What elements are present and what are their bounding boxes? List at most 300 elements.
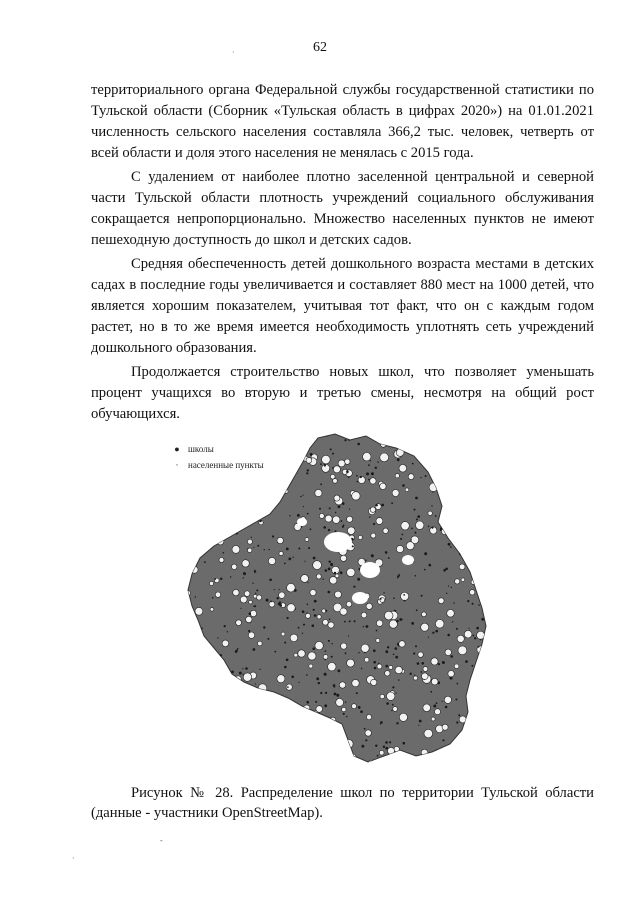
school-marker [335,732,339,736]
settlement-marker [256,589,258,591]
school-marker [376,639,380,643]
settlement-marker [392,686,394,688]
settlement-marker [286,548,289,551]
settlement-marker [277,597,279,599]
settlement-marker [394,436,396,438]
scan-speck: - [160,836,163,845]
settlement-marker [412,439,414,441]
settlement-marker [371,472,374,475]
school-marker [347,516,353,522]
school-marker [284,724,289,729]
sparse-area [352,592,368,604]
settlement-marker [449,747,452,750]
settlement-marker [305,561,306,562]
school-marker [260,698,267,705]
settlement-marker [420,671,422,673]
settlement-marker [415,645,417,647]
settlement-marker [249,612,252,615]
settlement-marker [445,489,447,491]
settlement-marker [264,549,265,550]
settlement-marker [312,624,315,627]
school-marker [247,539,252,544]
school-marker [335,574,339,578]
school-marker [220,516,224,520]
settlement-marker [329,507,331,509]
settlement-marker [244,483,246,485]
school-marker [281,465,286,470]
school-marker [396,545,403,552]
school-marker [315,489,322,496]
settlement-marker [226,720,228,722]
school-marker [219,558,224,563]
map-image [170,430,495,770]
settlement-marker [303,624,305,626]
school-marker [179,683,185,689]
settlement-marker [268,700,271,703]
settlement-marker [298,548,300,550]
settlement-marker [326,734,327,735]
settlement-marker [300,496,301,497]
settlement-marker [414,532,416,534]
school-marker [250,610,256,616]
settlement-marker [471,665,473,667]
settlement-marker [196,517,198,519]
settlement-marker [442,701,443,702]
settlement-marker [424,552,427,555]
school-marker [240,596,247,603]
settlement-marker [181,618,184,621]
settlement-marker [287,617,289,619]
school-marker [248,632,254,638]
school-marker [279,551,283,555]
settlement-marker [254,605,256,607]
settlement-marker [185,544,187,546]
school-marker [345,740,354,749]
settlement-marker [288,558,291,561]
settlement-marker [338,505,341,508]
settlement-marker [318,722,320,724]
settlement-marker [231,671,234,674]
settlement-marker [267,638,269,640]
settlement-marker [343,713,345,715]
settlement-marker [366,625,369,628]
settlement-marker [453,602,454,603]
settlement-marker [331,744,333,746]
settlement-marker [469,473,471,475]
settlement-marker [341,520,343,522]
settlement-marker [420,448,422,450]
paragraph-3: Средняя обеспеченность детей дошкольного возраста местами в детских садах в последние годы увеличивается и составляет 880 мест на 1000 детей, что является хорошим показателем, учитывая тот факт, что он с каждым годом растет, но в то же время имеется необходимость уплотнять сеть учреждений дошкольного образования. [91,256,594,356]
school-marker [269,464,273,468]
school-marker [399,713,407,721]
settlement-marker [272,734,274,736]
settlement-marker [204,699,206,701]
school-marker [310,590,316,596]
settlement-marker [303,506,304,507]
settlement-marker [472,635,474,637]
school-marker [453,494,461,502]
settlement-marker [415,575,417,577]
settlement-marker [325,650,327,652]
settlement-marker [398,679,400,681]
school-marker [340,608,347,615]
school-marker [328,622,334,628]
settlement-marker [279,589,280,590]
settlement-marker [242,668,243,669]
school-marker [376,518,383,525]
school-marker [261,490,266,495]
settlement-marker [254,570,255,571]
school-marker [448,671,454,677]
settlement-marker [252,727,254,729]
settlement-marker [385,650,388,653]
settlement-marker [223,552,225,554]
settlement-marker [357,443,360,446]
settlement-marker [481,743,483,745]
school-marker [475,458,479,462]
settlement-marker [433,705,436,708]
school-marker [352,679,359,686]
settlement-marker [421,595,423,597]
school-marker [405,488,409,492]
school-marker [399,641,405,647]
settlement-marker [411,622,414,625]
school-marker [401,522,409,530]
school-marker [384,611,393,620]
school-marker [249,600,253,604]
school-marker [347,659,355,667]
school-marker [479,666,484,671]
school-marker [269,601,275,607]
school-marker [476,749,485,758]
school-marker [461,578,465,582]
school-marker [335,591,342,598]
settlement-marker [220,578,222,580]
settlement-marker [240,608,241,609]
settlement-marker [253,503,255,505]
settlement-marker [275,442,276,443]
school-marker [342,707,346,711]
school-marker [472,696,477,701]
school-marker [380,483,386,489]
settlement-marker [242,478,243,479]
settlement-marker [428,526,430,528]
settlement-marker [334,693,337,696]
school-marker [242,560,249,567]
settlement-marker [340,571,343,574]
settlement-marker [272,445,274,447]
settlement-marker [328,568,331,571]
settlement-marker [254,500,256,502]
settlement-marker [302,610,305,613]
settlement-marker [233,432,236,435]
school-marker [435,709,441,715]
school-marker [376,620,382,626]
settlement-marker [332,467,334,469]
school-marker [210,754,215,759]
settlement-marker [384,762,386,764]
settlement-marker [345,652,347,654]
settlement-marker [456,721,458,723]
settlement-marker [369,516,371,518]
school-marker [361,612,367,618]
settlement-marker [328,529,330,531]
school-marker [177,534,183,540]
settlement-marker [219,672,222,675]
settlement-marker [184,726,185,727]
settlement-marker [252,748,255,751]
settlement-marker [356,481,358,483]
settlement-marker [366,472,369,475]
settlement-marker [181,600,183,602]
settlement-marker [450,655,453,658]
settlement-marker [383,746,385,748]
settlement-marker [188,727,190,729]
school-marker [478,540,484,546]
settlement-marker [187,546,189,548]
settlement-marker [187,582,190,585]
settlement-marker [450,546,452,548]
school-marker [243,673,251,681]
settlement-marker [233,681,235,683]
settlement-marker [347,747,349,749]
school-marker [371,533,376,538]
school-marker [413,676,417,680]
school-marker [479,571,486,578]
settlement-marker [329,561,331,563]
school-marker [445,649,451,655]
settlement-marker [279,604,282,607]
settlement-marker [448,474,450,476]
school-marker [219,528,226,535]
school-marker [406,542,414,550]
settlement-marker [414,509,416,511]
settlement-marker [195,596,196,597]
settlement-marker [430,759,433,762]
school-marker [422,673,429,680]
settlement-marker [280,440,283,443]
settlement-marker [224,487,226,489]
settlement-marker [345,702,346,703]
settlement-marker [183,513,185,515]
settlement-marker [376,504,378,506]
settlement-marker [323,526,326,529]
school-marker [385,671,390,676]
settlement-marker [368,479,370,481]
settlement-marker [395,647,398,650]
settlement-marker [360,710,363,713]
settlement-marker [462,756,464,758]
settlement-marker [179,594,180,595]
settlement-marker [320,692,322,694]
settlement-marker [451,587,452,588]
settlement-marker [231,727,234,730]
settlement-marker [477,760,478,761]
settlement-marker [294,589,297,592]
settlement-marker-icon: · [175,460,179,470]
school-marker [429,483,438,492]
school-marker [336,699,344,707]
school-marker [471,515,479,523]
settlement-marker [217,637,218,638]
settlement-marker [440,529,442,531]
school-marker [318,740,322,744]
settlement-marker [459,441,461,443]
settlement-marker [478,604,480,606]
settlement-marker [233,721,235,723]
settlement-marker [308,582,309,583]
settlement-marker [269,765,270,766]
school-marker [308,652,316,660]
settlement-marker [411,539,412,540]
school-marker [205,678,210,683]
settlement-marker [478,585,481,588]
settlement-marker [266,599,269,602]
school-marker [298,650,305,657]
settlement-marker [204,561,206,563]
settlement-marker [411,528,413,530]
school-marker [392,490,399,497]
school-marker [431,717,435,721]
settlement-marker [417,515,420,518]
settlement-marker [291,676,294,679]
school-marker [333,479,338,484]
settlement-marker [422,662,425,665]
school-marker [285,452,294,461]
school-marker [388,747,395,754]
school-marker [438,463,446,471]
settlement-marker [361,668,362,669]
settlement-marker [269,579,272,582]
school-marker [455,579,460,584]
settlement-marker [310,453,313,456]
school-marker [328,663,336,671]
school-marker [216,694,221,699]
school-marker [277,537,283,543]
settlement-marker [310,528,312,530]
school-marker [180,630,185,635]
settlement-marker [475,730,477,732]
school-marker [225,737,233,745]
settlement-marker [195,760,196,761]
settlement-marker [400,538,402,540]
school-marker [313,711,318,716]
settlement-marker [203,726,204,727]
school-marker [447,610,455,618]
school-marker [248,548,252,552]
settlement-marker [404,600,406,602]
school-marker [198,729,205,736]
school-marker [460,446,465,451]
school-marker [448,445,453,450]
school-marker [204,690,211,697]
school-marker [342,759,350,767]
settlement-marker [201,505,203,507]
school-marker [480,439,486,445]
settlement-marker [450,441,452,443]
settlement-marker [274,589,275,590]
settlement-marker [333,751,335,753]
school-marker [184,480,191,487]
settlement-marker [296,441,298,443]
body-text [91,80,594,425]
settlement-marker [476,541,477,542]
settlement-marker [310,739,312,741]
settlement-marker [302,633,303,634]
settlement-marker [232,691,235,694]
settlement-marker [352,545,354,547]
school-marker [389,665,393,669]
settlement-marker [377,755,379,757]
settlement-marker [292,557,293,558]
settlement-marker [343,756,345,758]
settlement-marker [277,737,279,739]
school-marker [401,592,409,600]
settlement-marker [421,439,423,441]
school-marker [394,747,399,752]
settlement-marker [441,755,444,758]
school-marker [185,667,192,674]
school-marker [478,570,483,575]
settlement-marker [328,591,331,594]
school-marker [450,512,455,517]
settlement-marker [448,585,449,586]
school-marker [194,719,202,727]
sparse-area [324,532,352,552]
settlement-marker [297,454,298,455]
school-marker [257,727,261,731]
settlement-marker [481,618,484,621]
settlement-marker [248,630,250,632]
settlement-marker [356,475,358,477]
school-marker [202,527,209,534]
settlement-marker [393,654,395,656]
settlement-marker [272,535,274,537]
school-marker [277,675,285,683]
settlement-marker [223,733,225,735]
school-marker [233,589,239,595]
settlement-marker [365,739,367,741]
settlement-marker [373,649,376,652]
school-marker [457,635,464,642]
school-marker [476,489,481,494]
settlement-marker [379,434,381,436]
settlement-marker [271,501,273,503]
settlement-marker [274,704,276,706]
school-marker [185,617,192,624]
settlement-marker [456,628,458,630]
settlement-marker [348,477,349,478]
school-marker [428,511,432,515]
settlement-marker [298,627,300,629]
settlement-marker [432,632,434,634]
school-marker [221,715,226,720]
settlement-marker [199,550,201,552]
settlement-marker [260,669,261,670]
settlement-marker [277,699,279,701]
settlement-marker [377,461,379,463]
settlement-marker [395,656,398,659]
school-marker [306,457,312,463]
settlement-marker [250,696,252,698]
school-marker [472,682,477,687]
legend-schools-label: школы [188,444,214,454]
settlement-marker [253,648,256,651]
settlement-marker [298,682,299,683]
settlement-marker [385,747,388,750]
school-marker [309,664,313,668]
settlement-marker [185,494,187,496]
